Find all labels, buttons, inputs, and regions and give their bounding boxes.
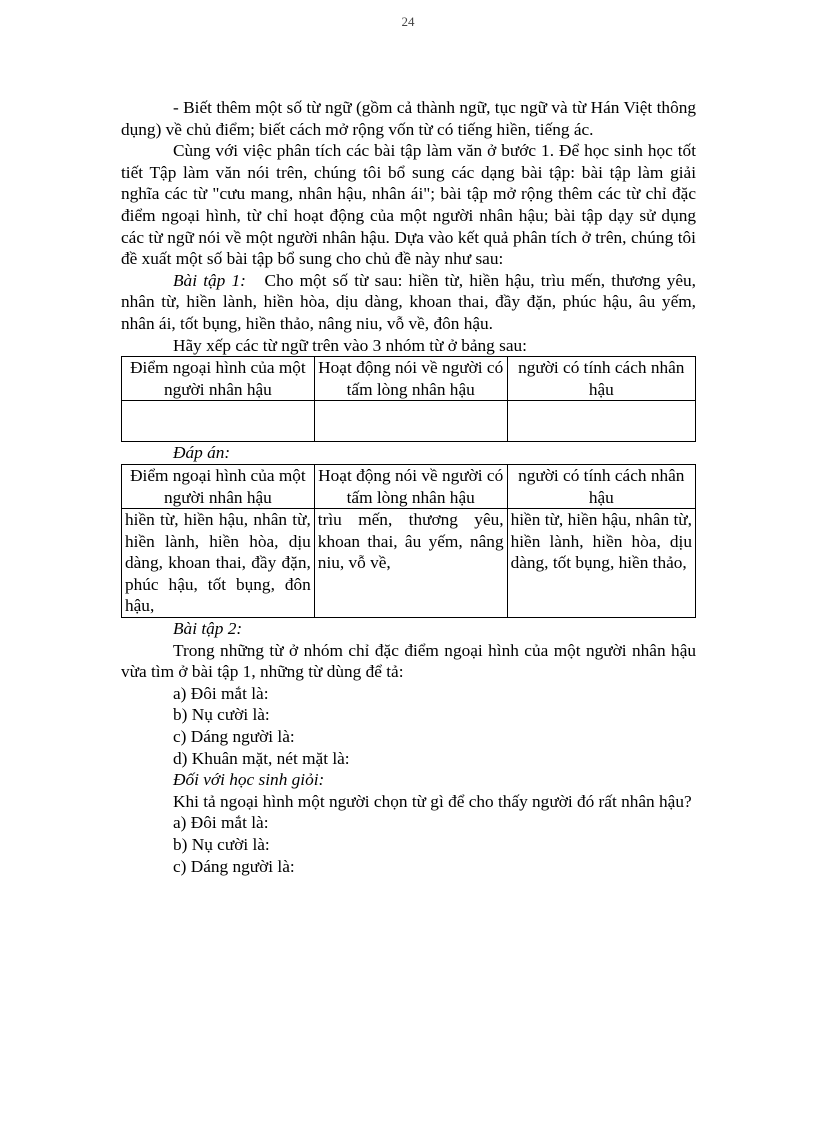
gifted-students-text: Khi tả ngoại hình một người chọn từ gì để cho thấy người đó rất nhân hậu?: [173, 791, 692, 811]
page-number: 24: [401, 14, 415, 29]
table-empty-row: [122, 401, 696, 442]
table-header-row: [122, 464, 696, 508]
header-character: người có tính cách nhân hậu: [507, 357, 695, 401]
empty-cell: [507, 401, 695, 442]
header-activities: Hoạt động nói về người có tấm lòng nhân hậu: [314, 464, 507, 508]
exercise-2-label: Bài tập 2:: [173, 619, 243, 639]
exercise-2-text: Trong những từ ở nhóm chỉ đặc điểm ngoại hình của một người nhân hậu vừa tìm ở bài tập 1, những từ dùng để tả:: [121, 640, 696, 682]
empty-cell: [314, 401, 507, 442]
exercise-1-paragraph: [121, 270, 696, 335]
gifted-students-label: Đối với học sinh giỏi:: [173, 770, 325, 790]
exercise-table: [121, 356, 696, 442]
list-item: a) Đôi mắt là:: [173, 683, 269, 703]
header-character: người có tính cách nhân hậu: [507, 464, 695, 508]
list-item: b) Nụ cười là:: [173, 705, 270, 725]
list-item: c) Dáng người là:: [173, 856, 295, 876]
answer-label: Đáp án:: [173, 443, 231, 463]
empty-cell: [122, 401, 315, 442]
list-item: c) Dáng người là:: [173, 727, 295, 747]
exercise-1-label: Bài tập 1:: [173, 270, 246, 290]
answer-cell-appearance: hiền từ, hiền hậu, nhân từ, hiền lành, hiền hòa, dịu dàng, khoan thai, đầy đặn, phúc hậu, tốt bụng, đôn hậu,: [122, 509, 315, 618]
document-body: [121, 97, 696, 877]
header-appearance: Điểm ngoại hình của một người nhân hậu: [122, 357, 315, 401]
answer-cell-activities: trìu mến, thương yêu, khoan thai, âu yếm, nâng niu, vỗ về,: [314, 509, 507, 618]
table-header-row: [122, 357, 696, 401]
list-item: a) Đôi mắt là:: [173, 813, 269, 833]
paragraph-intro: Cùng với việc phân tích các bài tập làm văn ở bước 1. Để học sinh học tốt tiết Tập làm văn nói trên, chúng tôi bổ sung các dạng bài tập: bài tập làm giải nghĩa các từ "cưu mang, nhân hậu, nhân ái"; bài tập mở rộng thêm các từ chỉ đặc điểm ngoại hình, từ chỉ hoạt động của một người nhân hậu; bài tập dạy sử dụng các từ ngữ nói về một người nhân hậu. Dựa vào kết quả phân tích ở trên, chúng tôi đề xuất một số bài tập bổ sung cho chủ đề này như sau:: [121, 141, 696, 269]
exercise-1-text: Cho một số từ sau: hiền từ, hiền hậu, trìu mến, thương yêu, nhân từ, hiền lành, hiền hòa, dịu dàng, khoan thai, đầy đặn, phúc hậu, âu yếm, nhân ái, tốt bụng, hiền thảo, nâng niu, vỗ về, đôn hậu.: [121, 270, 696, 333]
header-appearance: Điểm ngoại hình của một người nhân hậu: [122, 464, 315, 508]
answer-cell-character: hiền từ, hiền hậu, nhân từ, hiền lành, hiền hòa, dịu dàng, tốt bụng, hiền thảo,: [507, 509, 695, 618]
exercise-1-instruction: Hãy xếp các từ ngữ trên vào 3 nhóm từ ở bảng sau:: [173, 335, 527, 355]
list-item: b) Nụ cười là:: [173, 835, 270, 854]
answer-table: [121, 464, 696, 618]
header-activities: Hoạt động nói về người có tấm lòng nhân hậu: [314, 357, 507, 401]
paragraph-objective: - Biết thêm một số từ ngữ (gồm cả thành ngữ, tục ngữ và từ Hán Việt thông dụng) về chủ điểm; biết cách mở rộng vốn từ có tiếng hiền, tiếng ác.: [121, 98, 696, 139]
table-answer-row: [122, 509, 696, 618]
list-item: d) Khuân mặt, nét mặt là:: [173, 748, 350, 768]
